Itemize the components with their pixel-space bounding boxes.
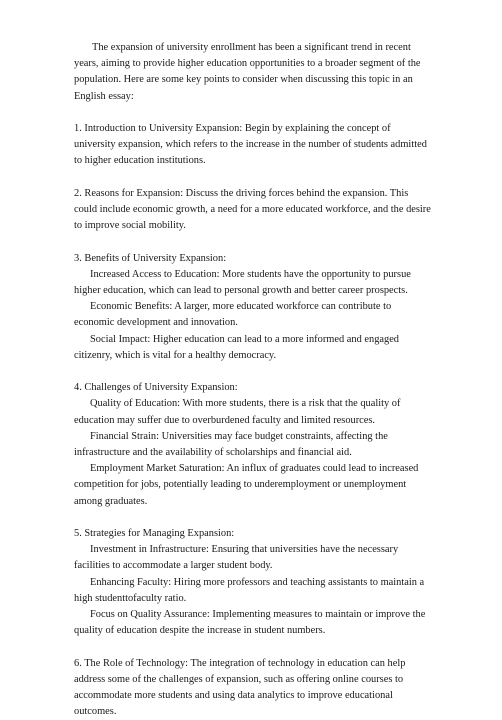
section-1-paragraph: 1. Introduction to University Expansion: Begin by explaining the concept of university expansion, which refers to the increase in the number of students admitted to higher education institutions. bbox=[74, 123, 427, 167]
section-6-paragraph: 6. The Role of Technology: The integration of technology in education can help address some of the challenges of expansion, such as offering online courses to accommodate more students and using data analytics to improve educational outcomes. bbox=[74, 657, 406, 718]
section-2-paragraph: 2. Reasons for Expansion: Discuss the driving forces behind the expansion. This could include economic growth, a need for a more educated workforce, and the desire to improve social mobility. bbox=[74, 187, 431, 232]
paragraph-gap bbox=[74, 510, 432, 526]
section-4-heading: 4. Challenges of University Expansion: bbox=[74, 382, 238, 394]
paragraph-gap bbox=[74, 639, 432, 655]
section-4-item: Financial Strain: Universities may face budget constraints, affecting the infrastructure and the availability of scholarships and financial aid. bbox=[74, 430, 388, 459]
section-5-item: Focus on Quality Assurance: Implementing measures to maintain or improve the quality of education despite the increase in student numbers. bbox=[74, 609, 426, 637]
section-3-item: Social Impact: Higher education can lead to a more informed and engaged citizenry, which is vital for a healthy democracy. bbox=[74, 333, 399, 361]
intro-paragraph: The expansion of university enrollment has been a significant trend in recent years, aiming to provide higher education opportunities to a broader segment of the population. Here are some key points to consider when discussing this topic in an English essay: bbox=[74, 42, 421, 102]
document-body bbox=[74, 40, 432, 720]
section-3-item: Increased Access to Education: More students have the opportunity to pursue higher education, which can lead to personal growth and better career prospects. bbox=[74, 268, 411, 296]
section-4-item: Employment Market Saturation: An influx of graduates could lead to increased competition for jobs, potentially leading to underemployment or unemployment among graduates. bbox=[74, 463, 419, 507]
section-5-item: Investment in Infrastructure: Ensuring that universities have the necessary facilities to accommodate a larger student body. bbox=[74, 544, 399, 572]
paragraph-gap bbox=[74, 364, 432, 380]
paragraph-gap bbox=[74, 170, 432, 186]
paragraph-gap bbox=[74, 105, 432, 121]
section-3-item: Economic Benefits: A larger, more educated workforce can contribute to economic development and innovation. bbox=[74, 301, 392, 329]
section-5-heading: 5. Strategies for Managing Expansion: bbox=[74, 528, 235, 540]
section-5-item: Enhancing Faculty: Hiring more professors and teaching assistants to maintain a high studenttofaculty ratio. bbox=[74, 576, 425, 604]
paragraph-gap bbox=[74, 234, 432, 250]
section-4-item: Quality of Education: With more students, there is a risk that the quality of education may suffer due to overburdened faculty and limited resources. bbox=[74, 398, 401, 426]
section-3-heading: 3. Benefits of University Expansion: bbox=[74, 252, 227, 264]
